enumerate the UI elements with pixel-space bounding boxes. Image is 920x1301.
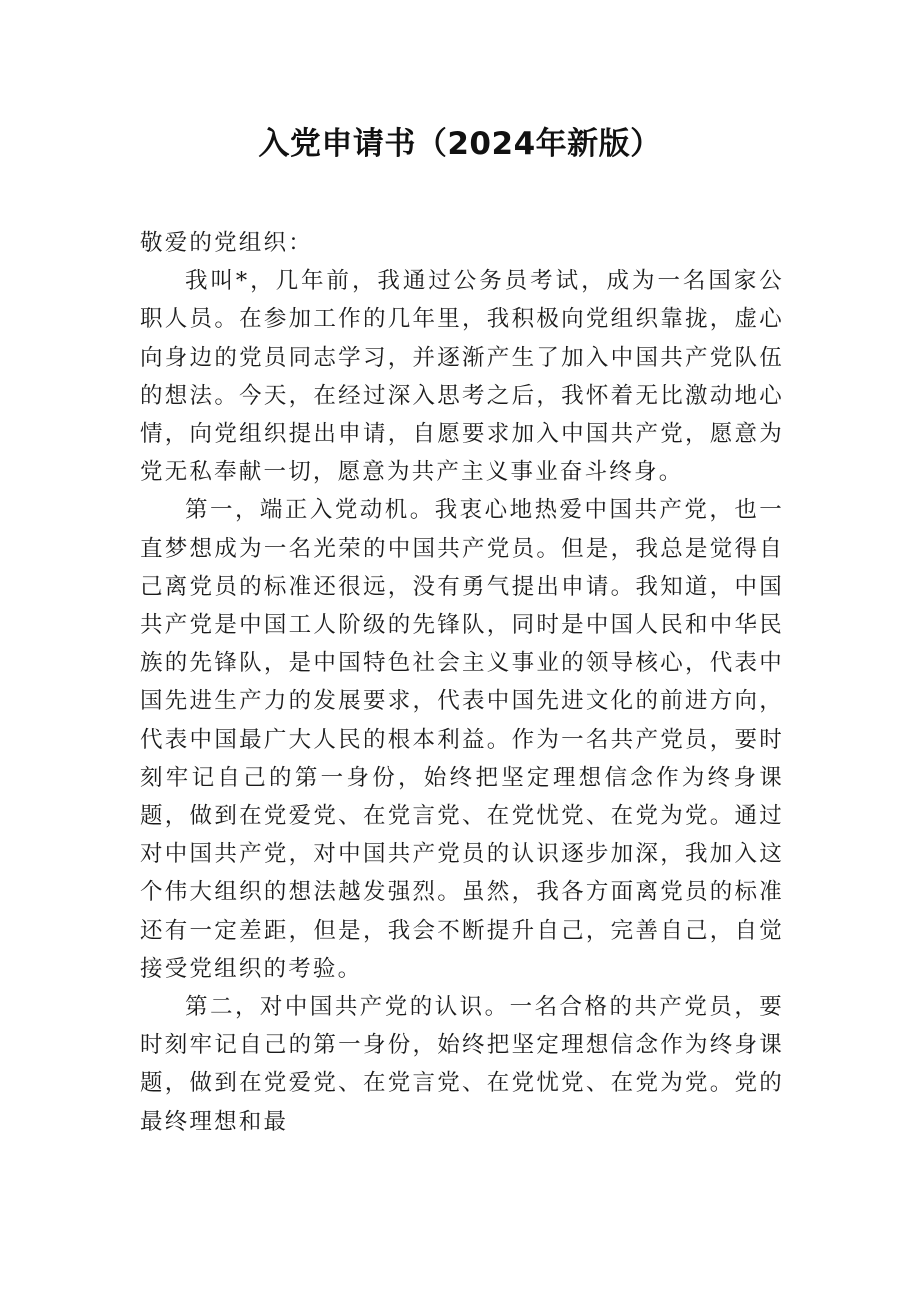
paragraph-understanding: 第二，对中国共产党的认识。一名合格的共产党员，要时刻牢记自己的第一身份，始终把坚定理想信念作为终身课题，做到在党爱党、在党言党、在党忧党、在党为党。党的最终理想和最 (140, 994, 784, 1135)
document-body (140, 224, 784, 1141)
document-title: 入党申请书（2024年新版） (258, 126, 662, 162)
paragraph-motivation: 第一，端正入党动机。我衷心地热爱中国共产党，也一直梦想成为一名光荣的中国共产党员。但是，我总是觉得自己离党员的标准还很远，没有勇气提出申请。我知道，中国共产党是中国工人阶级的先锋队，同时是中国人民和中华民族的先锋队，是中国特色社会主义事业的领导核心，代表中国先进生产力的发展要求，代表中国先进文化的前进方向，代表中国最广大人民的根本利益。作为一名共产党员，要时刻牢记自己的第一身份，始终把坚定理想信念作为终身课题，做到在党爱党、在党言党、在党忧党、在党为党。通过对中国共产党，对中国共产党员的认识逐步加深，我加入这个伟大组织的想法越发强烈。虽然，我各方面离党员的标准还有一定差距，但是，我会不断提升自己，完善自己，自觉接受党组织的考验。 (140, 497, 784, 982)
salutation: 敬爱的党组织： (140, 230, 313, 256)
paragraph-intro: 我叫*，几年前，我通过公务员考试，成为一名国家公职人员。在参加工作的几年里，我积极向党组织靠拢，虚心向身边的党员同志学习，并逐渐产生了加入中国共产党队伍的想法。今天，在经过深入思考之后，我怀着无比激动地心情，向党组织提出申请，自愿要求加入中国共产党，愿意为党无私奉献一切，愿意为共产主义事业奋斗终身。 (140, 268, 784, 486)
